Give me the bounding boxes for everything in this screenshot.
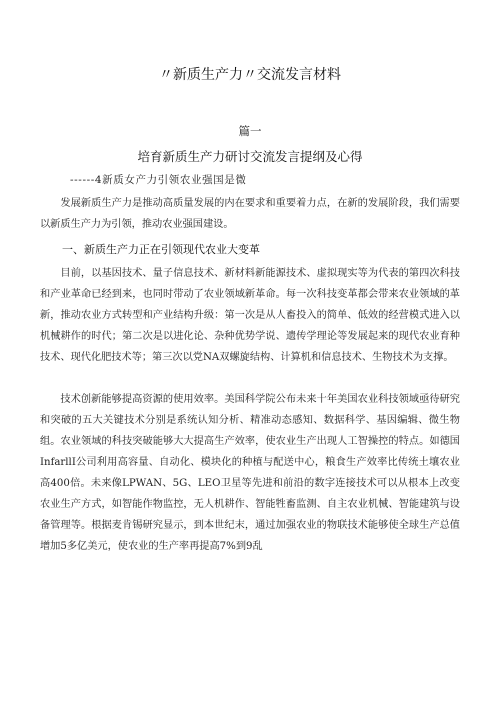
heading-one: 一、新质生产力正在引领现代农业大变革 bbox=[62, 243, 260, 256]
paragraph-intro: 发展新质生产力是推动高质量发展的内在要求和重要着力点，在新的发展阶段，我们需要以新质生产力为引领，推动农业强国建设。 bbox=[40, 198, 460, 230]
document-title: 〃新质生产力〃交流发言材料 bbox=[159, 67, 341, 83]
section-subtitle: ------4新质女产力引领农业强国是微 bbox=[70, 174, 247, 186]
section-label: 篇一 bbox=[238, 124, 262, 138]
section-title: 培育新质生产力研讨交流发言提纲及心得 bbox=[137, 149, 363, 164]
paragraph-tech-efficiency: 技术创新能够提高资源的使用效率。美国科学院公布未来十年美国农业科技领域亟待研究和突破的五大关键技术分别是系统认知分析、精准动态感知、数据科学、基因编辑、微生物组。农业领域的科技突破能够大大提高生产效率，使农业生产出现人工智操控的特点。如德国InfarllI公司利用高容量、自动化、模块化的种植与配送中心，粮食生产效率比传统土壤农业高400倍。未来像LPWAN、5G、LEO卫星等先进和前沿的数字连接技术可以从根本上改变农业生产方式，如智能作物监控，无人机耕作、智能牲畜监测、自主农业机械、智能建筑与设备管理等。根据麦肯锡研究显示，到本世纪末，通过加强农业的物联技术能够使全球生产总值增加5多亿美元，使农业的生产率再提高7%到9乱 bbox=[40, 394, 460, 552]
paragraph-tech-revolution: 目前，以基因技术、量子信息技术、新材料新能源技术、虚拟现实等为代表的第四次科技和产业革命已经到来，也同时带动了农业领域新革命。每一次科技变革都会带来农业领域的革新，推动农业方式转型和产业结构升级：第一次是从人畜投入的简单、低效的经营模式进入以机械耕作的时代；第二次是以进化论、杂种优势学说、遗传学理论等发展起来的现代农业育种技术、现代化肥技术等；第三次以党NA双螺旋结构、计算机和信息技术、生物技术为支撑。 bbox=[40, 268, 460, 363]
